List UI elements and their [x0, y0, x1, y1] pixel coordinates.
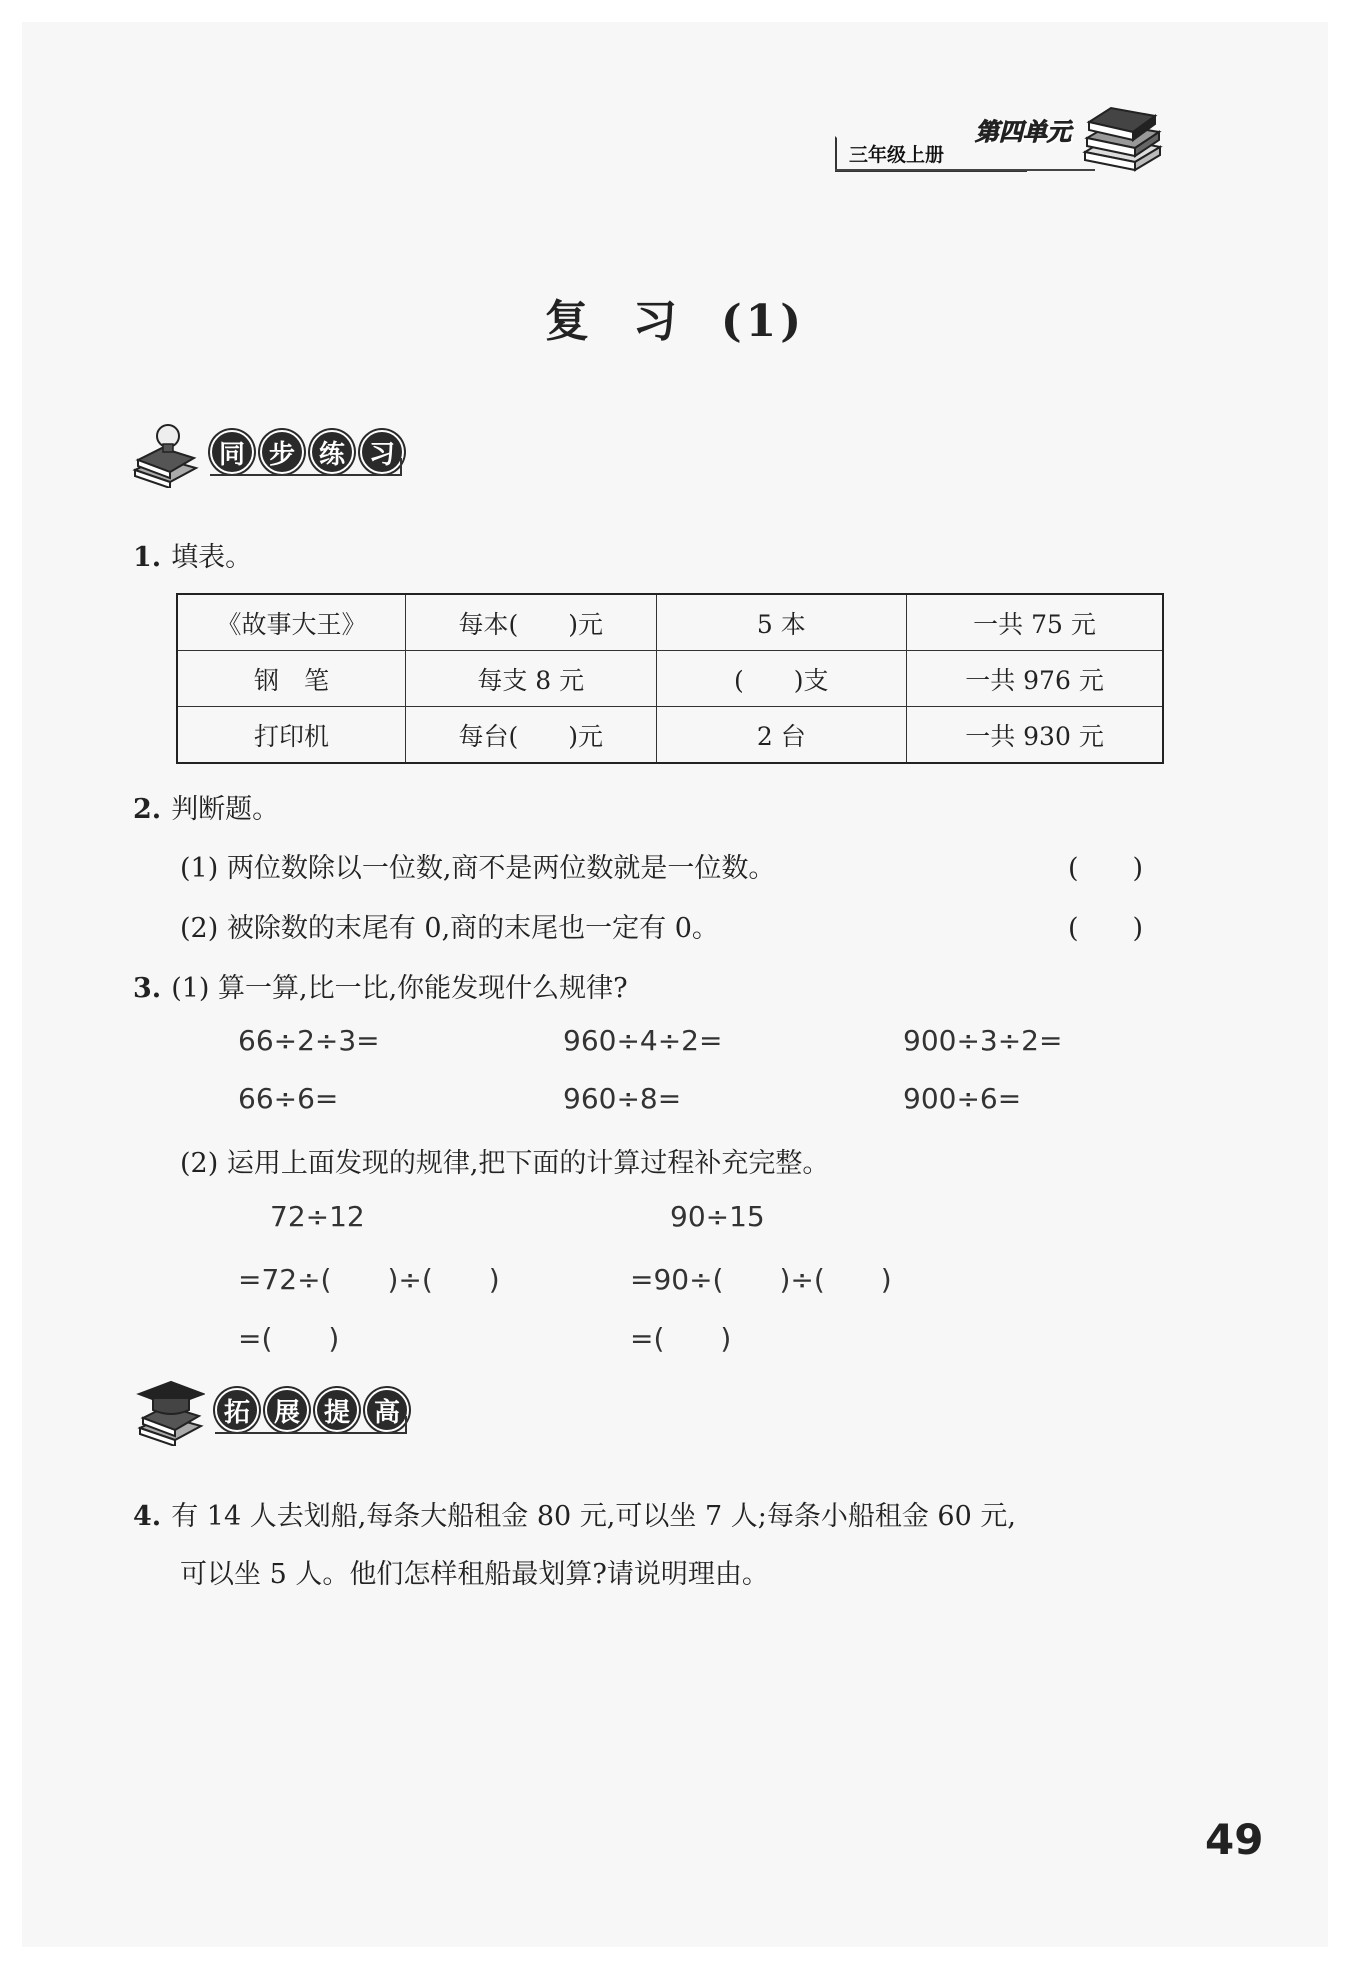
calc-step-blank[interactable]: =90÷( )÷( )	[630, 1263, 892, 1296]
badge-underline	[215, 1432, 407, 1434]
table-cell-blank[interactable]: 每台( )元	[406, 707, 657, 764]
table-row	[177, 707, 1163, 764]
badge-char: 习	[360, 430, 404, 474]
expression: 960÷4÷2=	[563, 1024, 723, 1057]
badge-char: 练	[310, 430, 354, 474]
badge-char: 高	[365, 1388, 409, 1432]
title-number: (1)	[720, 296, 806, 347]
question-number: 2.	[133, 794, 162, 825]
table-cell: 钢 笔	[177, 651, 406, 707]
question-prompt: 填表。	[171, 542, 253, 573]
table-cell: 2 台	[656, 707, 907, 764]
table-cell: 每支 8 元	[406, 651, 657, 707]
graduation-cap-books-icon	[135, 1378, 205, 1446]
question-1	[133, 535, 252, 574]
page-title	[0, 285, 1350, 349]
badge-tick	[400, 458, 402, 476]
table-cell: 一共 930 元	[907, 707, 1163, 764]
badge-tick	[405, 1416, 407, 1434]
judgement-answer-1[interactable]: ( )	[1068, 853, 1144, 884]
badge-char: 提	[315, 1388, 359, 1432]
title-char-1: 复	[544, 296, 593, 347]
question-prompt: 判断题。	[171, 794, 280, 825]
badge-char: 拓	[215, 1388, 259, 1432]
expression: 960÷8=	[563, 1082, 682, 1115]
question-3	[133, 966, 628, 1005]
judgement-answer-2[interactable]: ( )	[1068, 913, 1144, 944]
title-char-2: 习	[632, 296, 681, 347]
question-number: 1.	[133, 542, 162, 573]
table-cell: 打印机	[177, 707, 406, 764]
table-cell: 5 本	[656, 594, 907, 651]
page-number: 49	[1205, 1815, 1264, 1864]
question-number: 4.	[133, 1501, 162, 1532]
question-part-1: (1) 算一算,比一比,你能发现什么规律?	[171, 973, 628, 1004]
header-underline	[835, 169, 1095, 171]
calc-step-blank[interactable]: =( )	[630, 1322, 732, 1355]
calc-step-blank[interactable]: =72÷( )÷( )	[238, 1263, 500, 1296]
calc-step: 72÷12	[270, 1200, 365, 1233]
table-row	[177, 594, 1163, 651]
table-row	[177, 651, 1163, 707]
badge-char: 步	[260, 430, 304, 474]
table-cell: 《故事大王》	[177, 594, 406, 651]
table-cell-blank[interactable]: ( )支	[656, 651, 907, 707]
calc-step-blank[interactable]: =( )	[238, 1322, 340, 1355]
table-cell-blank[interactable]: 每本( )元	[406, 594, 657, 651]
expression: 900÷3÷2=	[903, 1024, 1063, 1057]
question-4	[133, 1494, 1016, 1533]
badge-char: 同	[210, 430, 254, 474]
section-practice-badge	[130, 420, 410, 490]
expression: 66÷2÷3=	[238, 1024, 380, 1057]
fill-in-table	[176, 593, 1164, 764]
question-number: 3.	[133, 973, 162, 1004]
badge-underline	[210, 474, 402, 476]
unit-title: 第四单元	[975, 118, 1071, 146]
badge-char: 展	[265, 1388, 309, 1432]
expression: 66÷6=	[238, 1082, 339, 1115]
table-cell: 一共 75 元	[907, 594, 1163, 651]
question-2	[133, 787, 279, 826]
question-text-line-2: 可以坐 5 人。他们怎样租船最划算?请说明理由。	[180, 1559, 769, 1590]
section-extension-badge	[135, 1378, 415, 1448]
question-part-2: (2) 运用上面发现的规律,把下面的计算过程补充完整。	[180, 1148, 830, 1179]
books-stack-icon	[1075, 102, 1165, 177]
lightbulb-books-icon	[130, 420, 200, 488]
judgement-item-1: (1) 两位数除以一位数,商不是两位数就是一位数。	[180, 853, 776, 884]
expression: 900÷6=	[903, 1082, 1022, 1115]
unit-header	[835, 102, 1165, 182]
grade-label: 三年级上册	[849, 144, 945, 166]
calc-step: 90÷15	[670, 1200, 765, 1233]
question-text-line-1: 有 14 人去划船,每条大船租金 80 元,可以坐 7 人;每条小船租金 60 元,	[171, 1501, 1016, 1532]
table-cell: 一共 976 元	[907, 651, 1163, 707]
judgement-item-2: (2) 被除数的末尾有 0,商的末尾也一定有 0。	[180, 913, 719, 944]
